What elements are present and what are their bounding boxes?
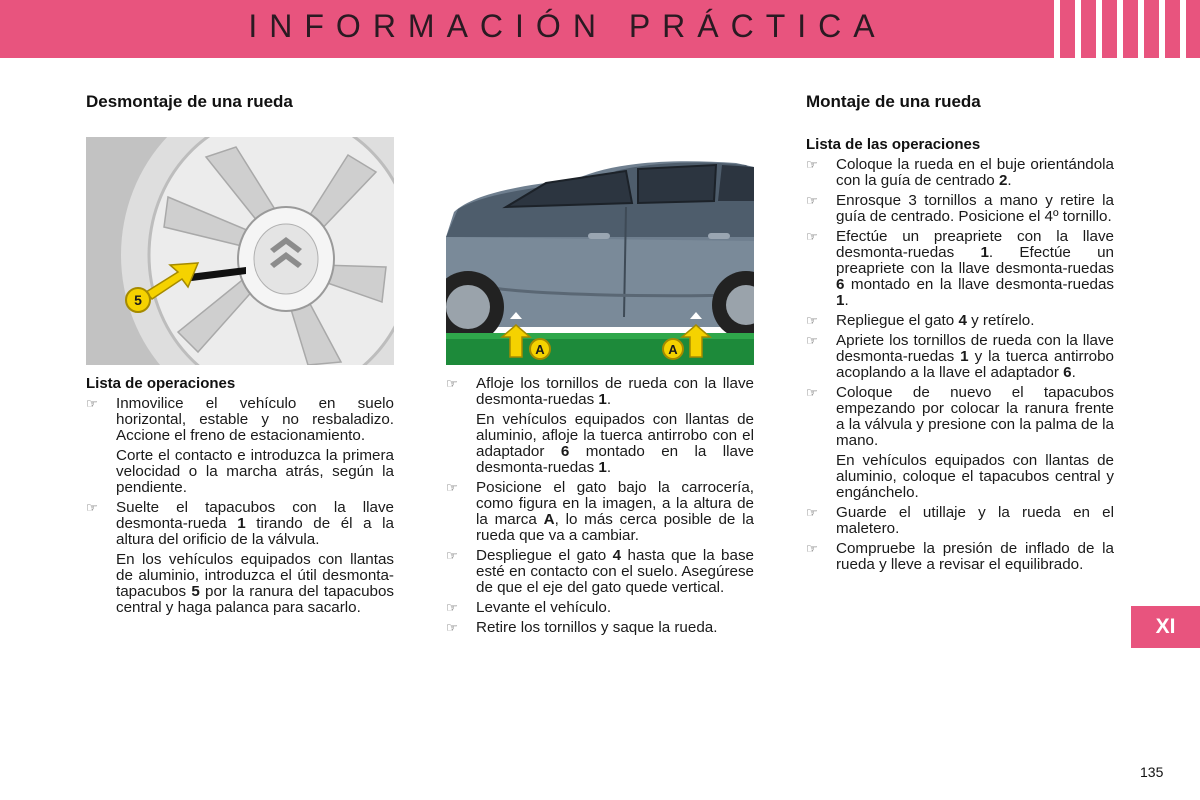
pointing-hand-icon: ☞ [446,480,458,495]
pointing-hand-icon: ☞ [446,600,458,615]
step-text: y retírelo. [966,312,1035,329]
pointing-hand-icon: ☞ [806,385,818,400]
list-item [86,500,394,548]
ref-number: 1 [836,292,845,309]
header-stripe [1117,0,1123,58]
pointing-hand-icon: ☞ [806,541,818,556]
list-item [806,505,1114,537]
step-note [86,552,394,616]
ref-number: 5 [191,583,200,600]
step-text: . [844,292,849,309]
step-text: por la ranura del tapacubos central y haga palanca para sacarlo. [116,583,394,616]
step-text: . [1071,364,1076,381]
step-text: Posicione el gato bajo la carrocería, como figura en la imagen, a la altura de la marca [476,479,754,528]
list-item [806,157,1114,189]
step-text: Coloque la rueda en el buje orientándola con la guía de centrado [836,156,1114,189]
list-item [806,333,1114,381]
step-text: Despliegue el gato [476,547,613,564]
hubcap-figure [86,137,394,365]
section-title-fitting: Montaje de una rueda [806,92,981,111]
section-title-removal: Desmontaje de una rueda [86,92,293,111]
pointing-hand-icon: ☞ [806,193,818,208]
pointing-hand-icon: ☞ [86,396,98,411]
step-text: . Efectúe un preapriete con la llave desmonta-ruedas [836,244,1114,277]
step-text: Guarde el utillaje y la rueda en el maletero. [836,504,1114,537]
ref-number: 1 [980,244,989,261]
list-item [806,193,1114,225]
ref-number: 1 [237,515,246,532]
step-text: Repliegue el gato [836,312,959,329]
jacking-steps [446,376,754,640]
fitting-steps [806,157,1114,577]
step-note: En vehículos equipados con llantas de aluminio, coloque el tapacubos central y engánchelo. [836,452,1114,501]
step-text: Inmovilice el vehículo en suelo horizontal, estable y no resbaladizo. Accione el freno de estacionamiento. [116,395,394,444]
list-item [806,541,1114,573]
ref-number: 6 [836,276,845,293]
pointing-hand-icon: ☞ [806,229,818,244]
step-text: montado en la llave desmonta-ruedas [476,443,754,476]
step-text: En los vehículos equipados con llantas de aluminio, introduzca el útil desmonta-tapacubos [116,551,394,600]
step-text: Afloje los tornillos de rueda con la llave desmonta-ruedas [476,375,754,408]
list-item [806,229,1114,309]
car-jack-figure [446,157,754,365]
jack-marker-a: A [662,338,684,360]
list-item [446,620,754,636]
car-side-illustration [446,157,754,365]
ref-number: 1 [960,348,969,365]
header-stripe [1159,0,1165,58]
pointing-hand-icon: ☞ [446,548,458,563]
chapter-header [0,0,1200,58]
header-stripe [1075,0,1081,58]
step-text: Suelte el tapacubos con la llave desmonta-rueda [116,499,394,532]
ref-number: 4 [612,547,622,564]
removal-steps [86,396,394,620]
step-text: , lo más cerca posible de la rueda que va a cambiar. [476,511,754,544]
ref-number: 4 [958,312,967,329]
pointing-hand-icon: ☞ [86,500,98,515]
chapter-tab: XI [1131,606,1200,648]
step-text: Retire los tornillos y saque la rueda. [476,619,718,636]
pointing-hand-icon: ☞ [806,313,818,328]
list-item [446,376,754,408]
step-text: En vehículos equipados con llantas de aluminio, afloje la tuerca antirrobo con el adaptador [476,411,754,460]
page-number: 135 [1140,764,1164,780]
list-item [446,480,754,544]
step-text: hasta que la base esté en contacto con el suelo. Asegúrese de que el eje del gato quede vertical. [476,547,754,596]
list-item [446,600,754,616]
step-text: Compruebe la presión de inflado de la rueda y lleve a revisar el equilibrado. [836,540,1114,573]
page-title: INFORMACIÓN PRÁCTICA [248,8,887,44]
list-item [806,385,1114,449]
header-stripe [1054,0,1060,58]
step-text: Apriete los tornillos de rueda con la llave desmonta-ruedas [836,332,1114,365]
step-text: . [1007,172,1012,189]
ref-number: 1 [598,391,607,408]
pointing-hand-icon: ☞ [446,620,458,635]
jack-marker-a: A [529,338,551,360]
step-text: Efectúe un preapriete con la llave desmonta-ruedas [836,228,1114,261]
step-text: . [606,391,612,408]
pointing-hand-icon: ☞ [806,157,818,172]
ref-number: 6 [1063,364,1072,381]
step-text: Levante el vehículo. [476,599,612,616]
ref-number: 6 [560,443,570,460]
step-note [446,412,754,476]
step-text: Coloque de nuevo el tapacubos empezando por colocar la ranura frente a la válvula y presione con la palma de la mano. [836,384,1114,449]
pointing-hand-icon: ☞ [806,333,818,348]
list-item [806,313,1114,329]
pointing-hand-icon: ☞ [806,505,818,520]
callout-5: 5 [125,287,151,313]
header-stripe [1138,0,1144,58]
hubcap-illustration [86,137,394,365]
step-text: y la tuerca antirrobo acoplando a la llave el adaptador [836,348,1114,381]
step-text: montado en la llave desmonta-ruedas [844,276,1114,293]
header-stripe [1096,0,1102,58]
step-text: Enrosque 3 tornillos a mano y retire la guía de centrado. Posicione el 4º tornillo. [836,192,1114,225]
list-title-removal: Lista de operaciones [86,375,236,392]
ref-number: 1 [598,459,607,476]
list-title-fitting: Lista de las operaciones [806,136,981,153]
step-note: Corte el contacto e introduzca la primera velocidad o la marcha atrás, según la pendiente. [116,447,394,496]
ref-number: 2 [998,172,1008,189]
step-text: . [606,459,612,476]
ref-number: A [543,511,555,528]
list-item [446,548,754,596]
step-text: tirando de él a la altura del orificio de la válvula. [116,515,394,548]
pointing-hand-icon: ☞ [446,376,458,391]
header-stripe [1180,0,1186,58]
list-item [86,396,394,444]
